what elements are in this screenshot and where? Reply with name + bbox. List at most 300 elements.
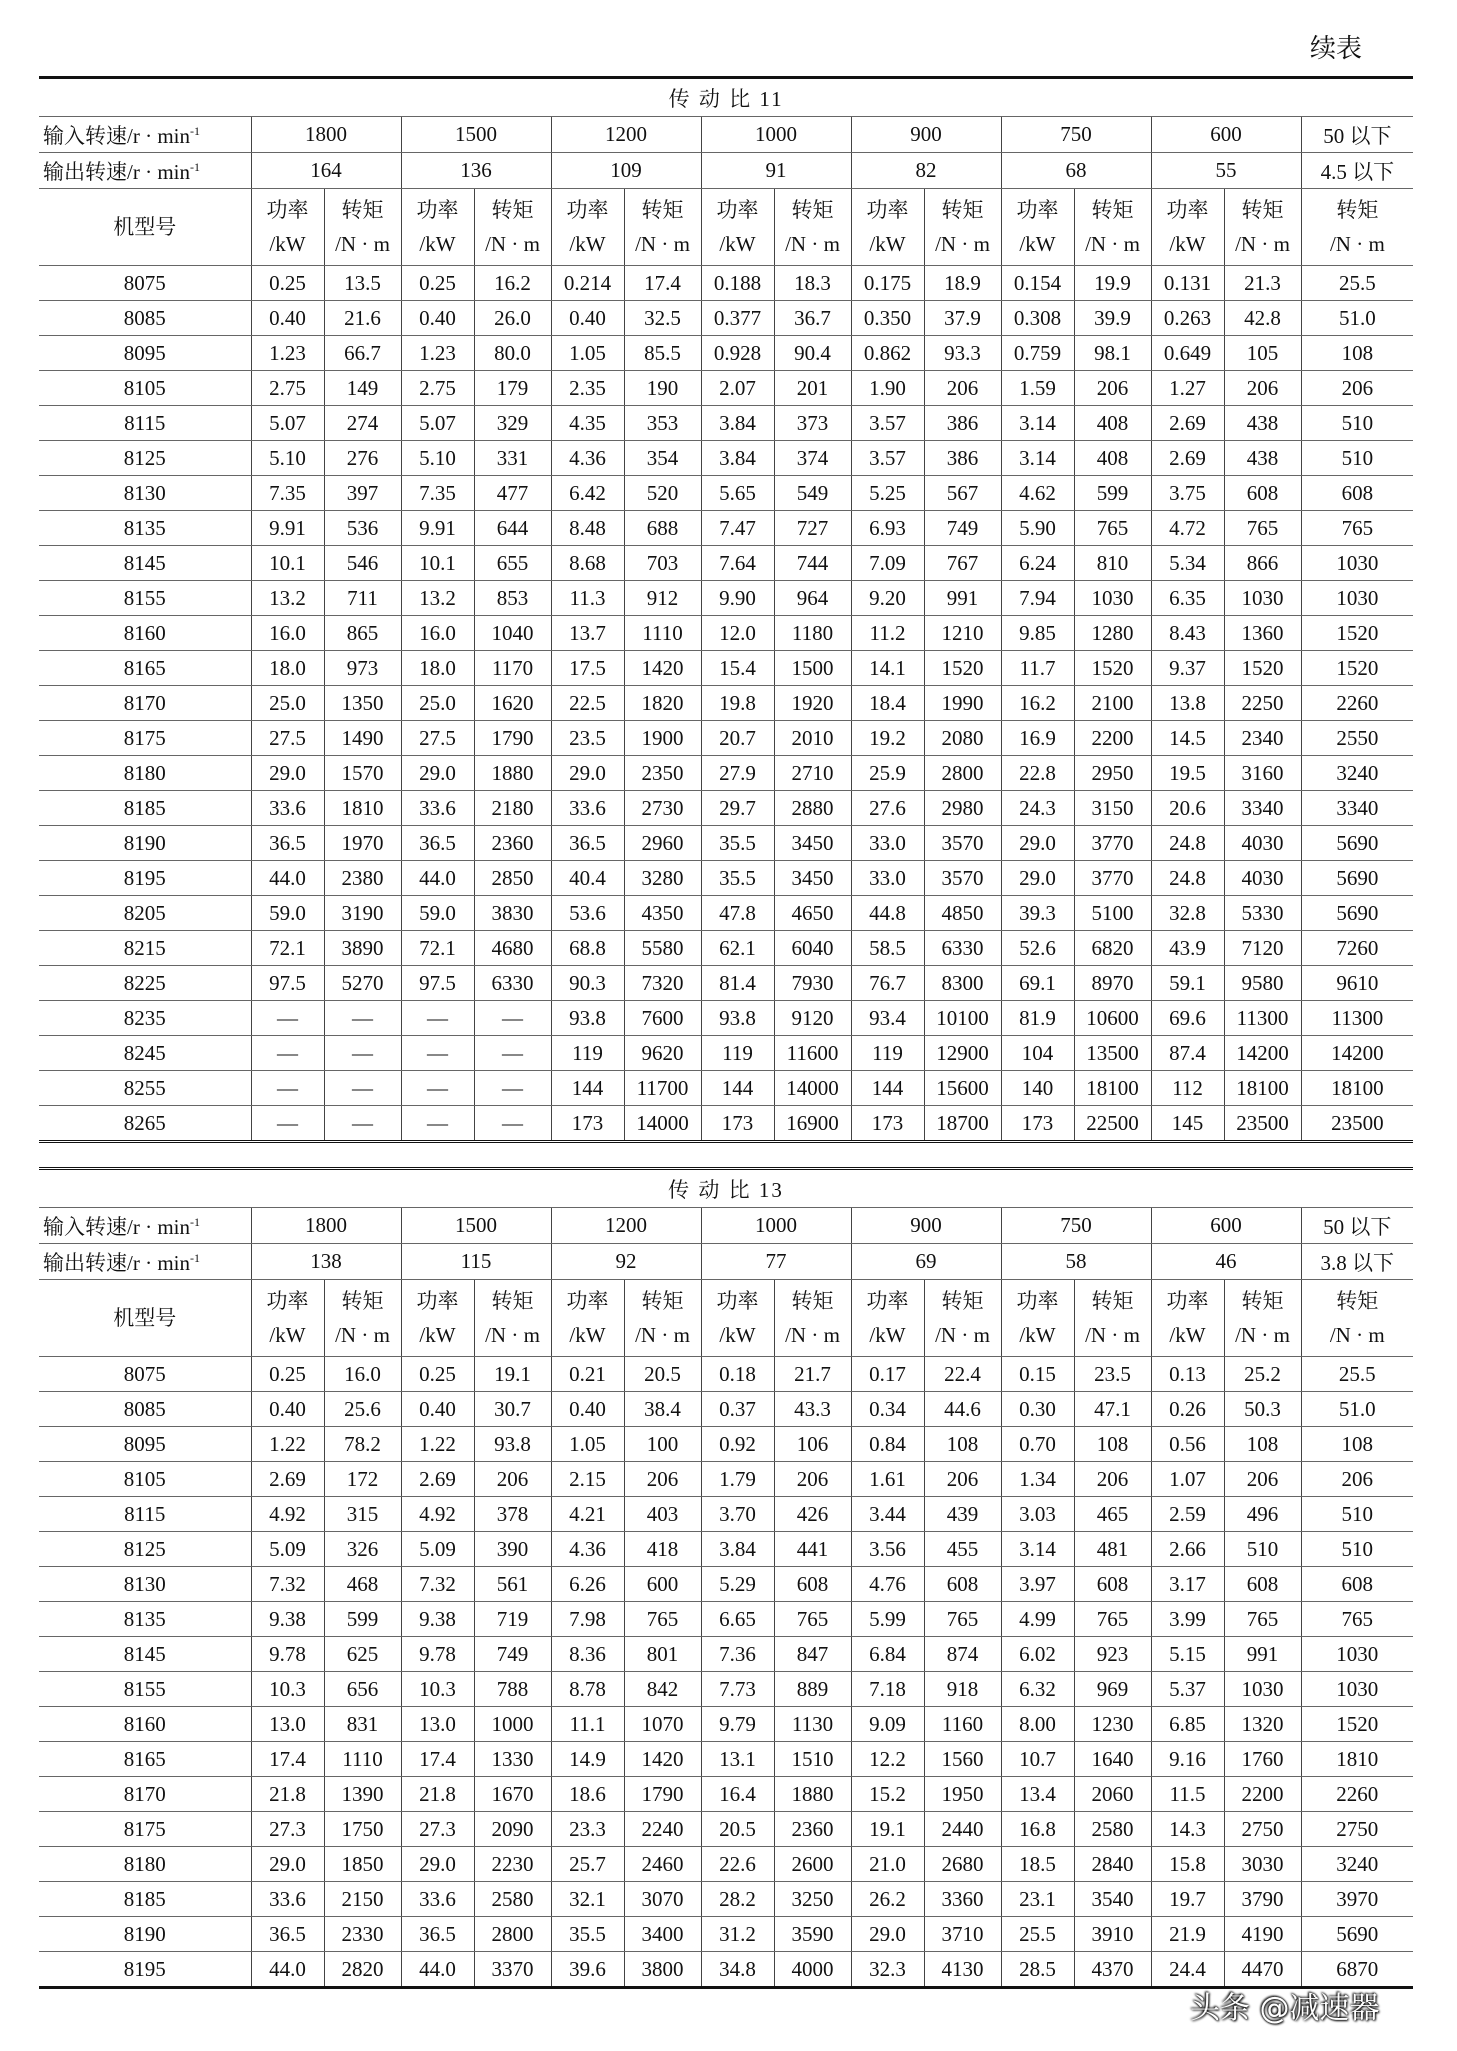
- value-cell: 1490: [324, 721, 401, 756]
- value-cell: 3250: [774, 1882, 851, 1917]
- value-cell: 26.2: [851, 1882, 924, 1917]
- value-cell: 3.14: [1001, 406, 1074, 441]
- value-cell: 7.32: [401, 1567, 474, 1602]
- output-speed-value: 82: [851, 153, 1001, 189]
- value-cell: 2820: [324, 1952, 401, 1988]
- value-cell: 33.6: [401, 791, 474, 826]
- value-cell: 1520: [1224, 651, 1301, 686]
- header-unit: /kW: [419, 1323, 456, 1347]
- header-name: 功率: [1166, 198, 1209, 222]
- value-cell: 2600: [774, 1847, 851, 1882]
- table-row: [39, 1001, 1413, 1036]
- table-row: [39, 1952, 1413, 1988]
- value-cell: 866: [1224, 546, 1301, 581]
- value-cell: 68.8: [551, 931, 624, 966]
- input-speed-value: 1000: [701, 117, 851, 153]
- value-cell: 1880: [774, 1777, 851, 1812]
- value-cell: 608: [924, 1567, 1001, 1602]
- value-cell: 24.8: [1151, 861, 1224, 896]
- value-cell: 14200: [1301, 1036, 1413, 1071]
- value-cell: 408: [1074, 441, 1151, 476]
- value-cell: 3830: [474, 896, 551, 931]
- value-cell: 788: [474, 1672, 551, 1707]
- value-cell: 6.26: [551, 1567, 624, 1602]
- value-cell: 0.175: [851, 266, 924, 301]
- value-cell: 9.78: [251, 1637, 324, 1672]
- value-cell: 4370: [1074, 1952, 1151, 1988]
- value-cell: 19.5: [1151, 756, 1224, 791]
- value-cell: 18.6: [551, 1777, 624, 1812]
- power-header: [1151, 189, 1224, 266]
- table-row: [39, 1637, 1413, 1672]
- value-cell: 7120: [1224, 931, 1301, 966]
- value-cell: 1.23: [401, 336, 474, 371]
- value-cell: —: [401, 1001, 474, 1036]
- value-cell: 5690: [1301, 826, 1413, 861]
- value-cell: 30.7: [474, 1392, 551, 1427]
- value-cell: 2080: [924, 721, 1001, 756]
- value-cell: 42.8: [1224, 301, 1301, 336]
- value-cell: 1790: [624, 1777, 701, 1812]
- value-cell: 455: [924, 1532, 1001, 1567]
- value-cell: 144: [851, 1071, 924, 1106]
- value-cell: 18.0: [251, 651, 324, 686]
- value-cell: 44.8: [851, 896, 924, 931]
- table-title: 传 动 比 13: [39, 1169, 1413, 1208]
- value-cell: 43.9: [1151, 931, 1224, 966]
- unit-exponent: -1: [190, 123, 200, 138]
- value-cell: 23.1: [1001, 1882, 1074, 1917]
- value-cell: 47.1: [1074, 1392, 1151, 1427]
- value-cell: 6.65: [701, 1602, 774, 1637]
- header-name: 转矩: [341, 1289, 384, 1313]
- value-cell: 15.8: [1151, 1847, 1224, 1882]
- header-unit: /kW: [419, 232, 456, 256]
- value-cell: 2.59: [1151, 1497, 1224, 1532]
- value-cell: 11300: [1224, 1001, 1301, 1036]
- table-row: [39, 756, 1413, 791]
- value-cell: 24.4: [1151, 1952, 1224, 1988]
- value-cell: 28.5: [1001, 1952, 1074, 1988]
- value-cell: 4.36: [551, 1532, 624, 1567]
- value-cell: 0.308: [1001, 301, 1074, 336]
- value-cell: 7.35: [251, 476, 324, 511]
- table-row: [39, 301, 1413, 336]
- value-cell: 173: [551, 1106, 624, 1142]
- table-row: [39, 441, 1413, 476]
- value-cell: 2850: [474, 861, 551, 896]
- output-speed-value: 55: [1151, 153, 1301, 189]
- value-cell: 36.5: [401, 826, 474, 861]
- value-cell: —: [251, 1036, 324, 1071]
- value-cell: 3.03: [1001, 1497, 1074, 1532]
- value-cell: 0.70: [1001, 1427, 1074, 1462]
- value-cell: 6330: [474, 966, 551, 1001]
- value-cell: 21.3: [1224, 266, 1301, 301]
- value-cell: 3370: [474, 1952, 551, 1988]
- value-cell: 2200: [1224, 1777, 1301, 1812]
- value-cell: 847: [774, 1637, 851, 1672]
- value-cell: 7930: [774, 966, 851, 1001]
- model-cell: 8175: [39, 1812, 251, 1847]
- value-cell: 15.2: [851, 1777, 924, 1812]
- value-cell: 1520: [1301, 1707, 1413, 1742]
- value-cell: 599: [1074, 476, 1151, 511]
- value-cell: 7.32: [251, 1567, 324, 1602]
- value-cell: 6.42: [551, 476, 624, 511]
- output-speed-row: [39, 1244, 1413, 1280]
- value-cell: 3.84: [701, 406, 774, 441]
- model-cell: 8225: [39, 966, 251, 1001]
- value-cell: 44.0: [401, 861, 474, 896]
- value-cell: 36.5: [251, 826, 324, 861]
- value-cell: 90.4: [774, 336, 851, 371]
- value-cell: 1.61: [851, 1462, 924, 1497]
- value-cell: 765: [924, 1602, 1001, 1637]
- value-cell: 2880: [774, 791, 851, 826]
- value-cell: 5690: [1301, 896, 1413, 931]
- value-cell: 765: [1074, 511, 1151, 546]
- value-cell: 842: [624, 1672, 701, 1707]
- value-cell: 206: [1224, 1462, 1301, 1497]
- value-cell: 19.9: [1074, 266, 1151, 301]
- power-header: [851, 189, 924, 266]
- value-cell: 644: [474, 511, 551, 546]
- model-header: 机型号: [39, 189, 251, 266]
- value-cell: 119: [851, 1036, 924, 1071]
- header-unit: /kW: [569, 1323, 606, 1347]
- header-name: 转矩: [791, 1289, 834, 1313]
- power-header: [1151, 1280, 1224, 1357]
- value-cell: 9.16: [1151, 1742, 1224, 1777]
- value-cell: 599: [324, 1602, 401, 1637]
- value-cell: 408: [1074, 406, 1151, 441]
- value-cell: 315: [324, 1497, 401, 1532]
- value-cell: 44.6: [924, 1392, 1001, 1427]
- value-cell: 24.8: [1151, 826, 1224, 861]
- output-speed-value: 69: [851, 1244, 1001, 1280]
- value-cell: 16.4: [701, 1777, 774, 1812]
- value-cell: 6.93: [851, 511, 924, 546]
- value-cell: 39.3: [1001, 896, 1074, 931]
- value-cell: 510: [1224, 1532, 1301, 1567]
- header-name: 功率: [1016, 1289, 1059, 1313]
- power-header: [251, 189, 324, 266]
- header-unit: /kW: [1169, 232, 1206, 256]
- value-cell: 13.1: [701, 1742, 774, 1777]
- value-cell: 29.0: [1001, 826, 1074, 861]
- table-row: [39, 546, 1413, 581]
- table-row: [39, 1742, 1413, 1777]
- value-cell: 3770: [1074, 826, 1151, 861]
- value-cell: 14.9: [551, 1742, 624, 1777]
- output-speed-value: 164: [251, 153, 401, 189]
- value-cell: 1230: [1074, 1707, 1151, 1742]
- power-header: [851, 1280, 924, 1357]
- value-cell: 374: [774, 441, 851, 476]
- value-cell: 76.7: [851, 966, 924, 1001]
- value-cell: 2.69: [401, 1462, 474, 1497]
- value-cell: 3450: [774, 826, 851, 861]
- value-cell: 69.1: [1001, 966, 1074, 1001]
- table-title-row: [39, 78, 1413, 117]
- value-cell: 10.7: [1001, 1742, 1074, 1777]
- header-name: 转矩: [1091, 1289, 1134, 1313]
- value-cell: —: [401, 1071, 474, 1106]
- header-name: 转矩: [491, 198, 534, 222]
- value-cell: 108: [1301, 336, 1413, 371]
- value-cell: 27.5: [401, 721, 474, 756]
- value-cell: 2980: [924, 791, 1001, 826]
- value-cell: 510: [1301, 1497, 1413, 1532]
- table-row: [39, 511, 1413, 546]
- table-row: [39, 476, 1413, 511]
- header-name: 功率: [266, 1289, 309, 1313]
- header-unit: /N · m: [1085, 232, 1140, 256]
- table-row: [39, 1036, 1413, 1071]
- value-cell: 4.99: [1001, 1602, 1074, 1637]
- value-cell: 8300: [924, 966, 1001, 1001]
- output-speed-value: 4.5 以下: [1301, 153, 1413, 189]
- value-cell: 149: [324, 371, 401, 406]
- table-row: [39, 616, 1413, 651]
- value-cell: 90.3: [551, 966, 624, 1001]
- value-cell: 1.59: [1001, 371, 1074, 406]
- value-cell: 2.15: [551, 1462, 624, 1497]
- value-cell: 36.5: [251, 1917, 324, 1952]
- value-cell: 106: [774, 1427, 851, 1462]
- value-cell: 397: [324, 476, 401, 511]
- value-cell: 378: [474, 1497, 551, 1532]
- value-cell: 1520: [1301, 616, 1413, 651]
- value-cell: 1820: [624, 686, 701, 721]
- value-cell: 0.131: [1151, 266, 1224, 301]
- value-cell: 33.0: [851, 826, 924, 861]
- model-cell: 8190: [39, 1917, 251, 1952]
- value-cell: 26.0: [474, 301, 551, 336]
- model-cell: 8165: [39, 651, 251, 686]
- table-row: [39, 1357, 1413, 1392]
- value-cell: 29.0: [1001, 861, 1074, 896]
- header-name: 功率: [566, 198, 609, 222]
- value-cell: 2.69: [1151, 406, 1224, 441]
- value-cell: 4680: [474, 931, 551, 966]
- header-name: 转矩: [1091, 198, 1134, 222]
- header-name: 转矩: [791, 198, 834, 222]
- value-cell: 8970: [1074, 966, 1151, 1001]
- value-cell: 2550: [1301, 721, 1413, 756]
- value-cell: 3570: [924, 826, 1001, 861]
- value-cell: 20.7: [701, 721, 774, 756]
- value-cell: 5.09: [251, 1532, 324, 1567]
- table-row: [39, 1812, 1413, 1847]
- value-cell: 8.00: [1001, 1707, 1074, 1742]
- value-cell: 9120: [774, 1001, 851, 1036]
- value-cell: 53.6: [551, 896, 624, 931]
- value-cell: 4130: [924, 1952, 1001, 1988]
- value-cell: 39.6: [551, 1952, 624, 1988]
- value-cell: 40.4: [551, 861, 624, 896]
- value-cell: 5.25: [851, 476, 924, 511]
- value-cell: 0.40: [251, 301, 324, 336]
- value-cell: 3.84: [701, 441, 774, 476]
- header-unit: /kW: [269, 232, 306, 256]
- table-row: [39, 1707, 1413, 1742]
- value-cell: 1520: [1301, 651, 1413, 686]
- value-cell: 14000: [624, 1106, 701, 1142]
- model-cell: 8245: [39, 1036, 251, 1071]
- value-cell: 4.76: [851, 1567, 924, 1602]
- value-cell: 3240: [1301, 756, 1413, 791]
- value-cell: 2150: [324, 1882, 401, 1917]
- value-cell: 1000: [474, 1707, 551, 1742]
- label-text: 输出转速: [43, 159, 127, 184]
- value-cell: 2250: [1224, 686, 1301, 721]
- value-cell: 2010: [774, 721, 851, 756]
- ratio-13-table: [39, 1167, 1413, 1989]
- value-cell: 2360: [474, 826, 551, 861]
- value-cell: 969: [1074, 1672, 1151, 1707]
- value-cell: 0.30: [1001, 1392, 1074, 1427]
- value-cell: 3160: [1224, 756, 1301, 791]
- table-row: [39, 1497, 1413, 1532]
- value-cell: 765: [1301, 1602, 1413, 1637]
- value-cell: 3540: [1074, 1882, 1151, 1917]
- header-unit: /N · m: [335, 232, 390, 256]
- value-cell: 206: [924, 371, 1001, 406]
- unit-exponent: -1: [190, 159, 200, 174]
- value-cell: 6040: [774, 931, 851, 966]
- value-cell: 1920: [774, 686, 851, 721]
- value-cell: 23.5: [1074, 1357, 1151, 1392]
- value-cell: 2260: [1301, 686, 1413, 721]
- value-cell: 11.5: [1151, 1777, 1224, 1812]
- value-cell: 727: [774, 511, 851, 546]
- value-cell: 1110: [324, 1742, 401, 1777]
- value-cell: 923: [1074, 1637, 1151, 1672]
- value-cell: 4470: [1224, 1952, 1301, 1988]
- value-cell: 9610: [1301, 966, 1413, 1001]
- value-cell: 5580: [624, 931, 701, 966]
- value-cell: 2440: [924, 1812, 1001, 1847]
- value-cell: 47.8: [701, 896, 774, 931]
- value-cell: 25.2: [1224, 1357, 1301, 1392]
- value-cell: 5.15: [1151, 1637, 1224, 1672]
- value-cell: 331: [474, 441, 551, 476]
- value-cell: 14200: [1224, 1036, 1301, 1071]
- value-cell: 21.8: [251, 1777, 324, 1812]
- value-cell: 2.75: [401, 371, 474, 406]
- value-cell: 1520: [1074, 651, 1151, 686]
- value-cell: 5.10: [401, 441, 474, 476]
- value-cell: 656: [324, 1672, 401, 1707]
- value-cell: 767: [924, 546, 1001, 581]
- table-title-row: [39, 1169, 1413, 1208]
- torque-header: [1301, 1280, 1413, 1357]
- value-cell: 719: [474, 1602, 551, 1637]
- value-cell: 32.1: [551, 1882, 624, 1917]
- value-cell: 1390: [324, 1777, 401, 1812]
- value-cell: 3.56: [851, 1532, 924, 1567]
- value-cell: 6.02: [1001, 1637, 1074, 1672]
- value-cell: 13.4: [1001, 1777, 1074, 1812]
- value-cell: 2.35: [551, 371, 624, 406]
- value-cell: 20.5: [624, 1357, 701, 1392]
- value-cell: 5690: [1301, 861, 1413, 896]
- input-speed-row: [39, 1208, 1413, 1244]
- header-name: 功率: [716, 198, 759, 222]
- value-cell: 18.4: [851, 686, 924, 721]
- value-cell: 8.36: [551, 1637, 624, 1672]
- value-cell: 7.36: [701, 1637, 774, 1672]
- value-cell: 25.0: [401, 686, 474, 721]
- value-cell: 1640: [1074, 1742, 1151, 1777]
- value-cell: 0.40: [551, 301, 624, 336]
- value-cell: 18100: [1301, 1071, 1413, 1106]
- output-speed-value: 92: [551, 1244, 701, 1280]
- value-cell: 4190: [1224, 1917, 1301, 1952]
- value-cell: 0.350: [851, 301, 924, 336]
- value-cell: 4.92: [251, 1497, 324, 1532]
- value-cell: 8.43: [1151, 616, 1224, 651]
- value-cell: 35.5: [551, 1917, 624, 1952]
- value-cell: 2.69: [1151, 441, 1224, 476]
- value-cell: 0.13: [1151, 1357, 1224, 1392]
- value-cell: 1210: [924, 616, 1001, 651]
- value-cell: —: [474, 1106, 551, 1142]
- value-cell: 549: [774, 476, 851, 511]
- value-cell: 145: [1151, 1106, 1224, 1142]
- value-cell: 93.3: [924, 336, 1001, 371]
- value-cell: 29.7: [701, 791, 774, 826]
- output-speed-value: 91: [701, 153, 851, 189]
- value-cell: 7.98: [551, 1602, 624, 1637]
- value-cell: 38.4: [624, 1392, 701, 1427]
- value-cell: 81.4: [701, 966, 774, 1001]
- value-cell: 206: [1301, 371, 1413, 406]
- value-cell: 85.5: [624, 336, 701, 371]
- value-cell: 276: [324, 441, 401, 476]
- column-header-row: [39, 189, 1413, 266]
- value-cell: 9.90: [701, 581, 774, 616]
- value-cell: 5.37: [1151, 1672, 1224, 1707]
- value-cell: 108: [1224, 1427, 1301, 1462]
- value-cell: 206: [774, 1462, 851, 1497]
- value-cell: 140: [1001, 1071, 1074, 1106]
- value-cell: 9.38: [251, 1602, 324, 1637]
- output-speed-value: 58: [1001, 1244, 1151, 1280]
- power-header: [701, 189, 774, 266]
- value-cell: 29.0: [401, 1847, 474, 1882]
- value-cell: 1620: [474, 686, 551, 721]
- model-cell: 8155: [39, 1672, 251, 1707]
- value-cell: 3570: [924, 861, 1001, 896]
- value-cell: 7.18: [851, 1672, 924, 1707]
- value-cell: 13.0: [251, 1707, 324, 1742]
- value-cell: 2100: [1074, 686, 1151, 721]
- value-cell: 5.99: [851, 1602, 924, 1637]
- value-cell: 1670: [474, 1777, 551, 1812]
- value-cell: 22.5: [551, 686, 624, 721]
- value-cell: 441: [774, 1532, 851, 1567]
- value-cell: 97.5: [251, 966, 324, 1001]
- value-cell: —: [251, 1001, 324, 1036]
- model-cell: 8095: [39, 336, 251, 371]
- value-cell: 16.9: [1001, 721, 1074, 756]
- value-cell: 0.15: [1001, 1357, 1074, 1392]
- value-cell: 2260: [1301, 1777, 1413, 1812]
- value-cell: 173: [851, 1106, 924, 1142]
